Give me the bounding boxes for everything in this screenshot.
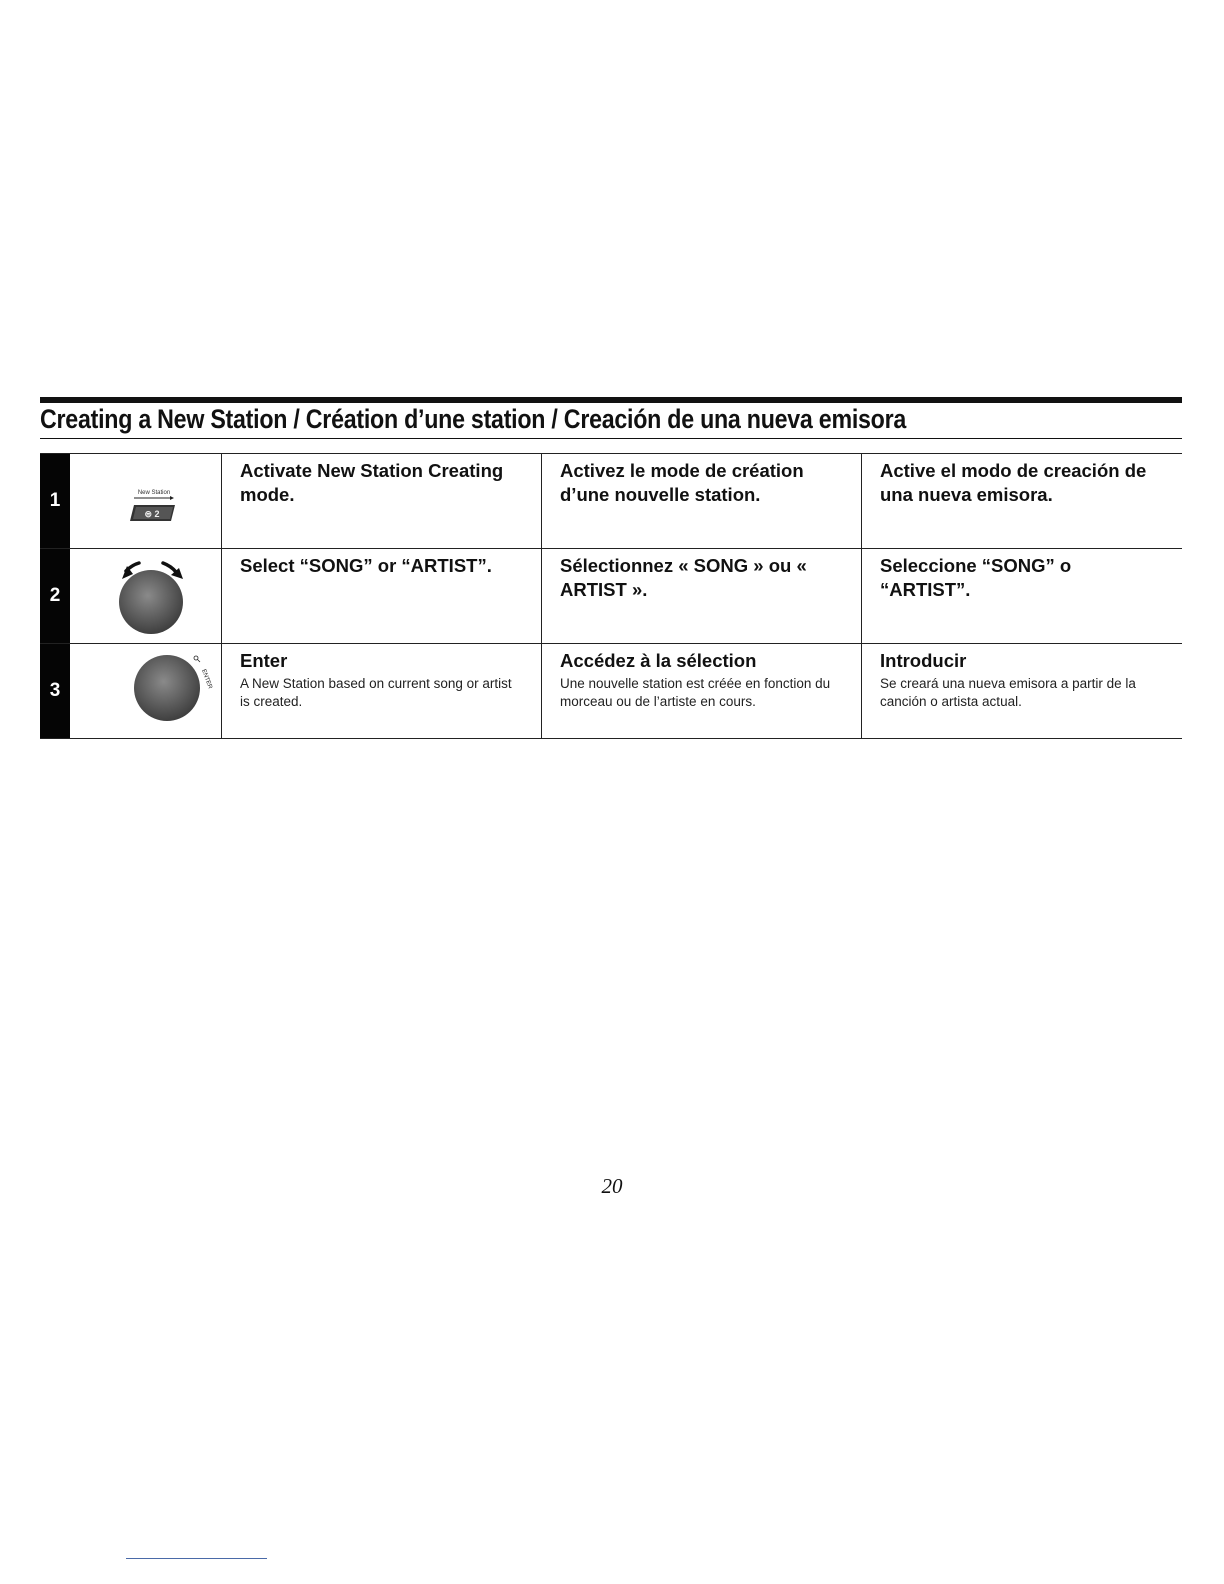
- step-heading: Enter: [240, 650, 288, 671]
- step-number: 3: [40, 644, 70, 738]
- cell-french: [541, 454, 861, 548]
- step-row-2: [40, 548, 1182, 643]
- cell-english: [221, 644, 541, 738]
- steps-table: [40, 453, 1182, 739]
- step-heading: Seleccione “SONG” o “ARTIST”.: [880, 555, 1072, 600]
- title-rule: [40, 438, 1182, 439]
- page-number: 20: [601, 1174, 623, 1198]
- step-heading: Sélectionnez « SONG » ou « ARTIST ».: [560, 555, 807, 600]
- step-heading: Activate New Station Creating mode.: [240, 460, 504, 505]
- footnote-rule: [126, 1558, 267, 1559]
- step-heading: Active el modo de creación de una nueva emisora.: [880, 460, 1147, 505]
- step-description: A New Station based on current song or artist is created.: [240, 676, 512, 709]
- section-title: Creating a New Station / Création d’une station / Creación de una nueva emisora: [40, 404, 907, 434]
- step-heading: Introducir: [880, 650, 967, 671]
- rotary-knob-turn-icon: [70, 549, 221, 643]
- step-number: 2: [40, 549, 70, 643]
- cell-spanish: [861, 644, 1181, 738]
- step-illustration: [70, 454, 221, 548]
- step-heading: Select “SONG” or “ARTIST”.: [240, 555, 492, 576]
- cell-french: [541, 644, 861, 738]
- step-heading: Accédez à la sélection: [560, 650, 757, 671]
- cell-english: [221, 454, 541, 548]
- cell-english: [221, 549, 541, 643]
- enter-label: ENTER: [200, 668, 213, 690]
- step-row-3: [40, 643, 1182, 739]
- cell-spanish: [861, 549, 1181, 643]
- step-description: Une nouvelle station est créée en fonction du morceau ou de l’artiste en cours.: [560, 676, 831, 709]
- rotary-knob-press-icon: [70, 644, 221, 738]
- cell-spanish: [861, 454, 1181, 548]
- new-station-button-icon: [70, 454, 221, 548]
- button-text: ⊜ 2: [144, 509, 160, 519]
- step-illustration: [70, 644, 221, 738]
- step-illustration: [70, 549, 221, 643]
- cell-french: [541, 549, 861, 643]
- top-rule: [40, 397, 1182, 403]
- step-row-1: [40, 453, 1182, 548]
- new-station-label: New Station: [137, 490, 171, 496]
- step-number: 1: [40, 454, 70, 548]
- step-description: Se creará una nueva emisora a partir de la canción o artista actual.: [880, 676, 1136, 709]
- step-heading: Activez le mode de création d’une nouvelle station.: [560, 460, 804, 505]
